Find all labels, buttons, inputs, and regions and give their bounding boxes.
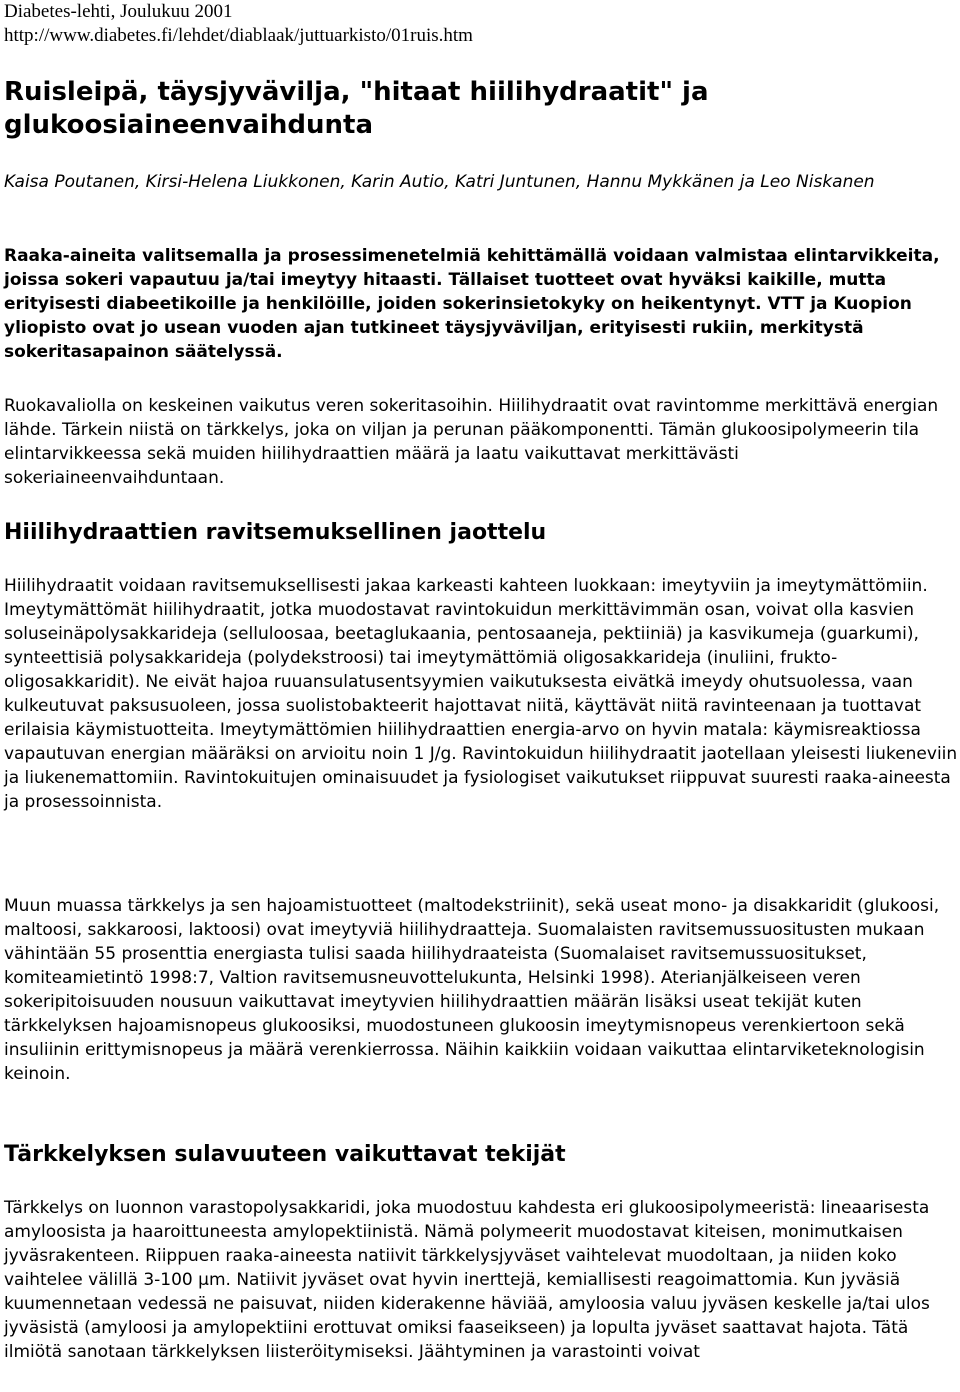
article-authors: Kaisa Poutanen, Kirsi-Helena Liukkonen, Karin Autio, Katri Juntunen, Hannu Mykkänen ja Leo Niskanen [4,172,875,192]
intro-paragraph: Ruokavaliolla on keskeinen vaikutus veren sokeritasoihin. Hiilihydraatit ovat ravintomme merkittävä energian lähde. Tärkein niistä on tärkkelys, joka on viljan ja perunan pääkomponentti. Tämän glukoosipolymeerin tila elintarvikkeessa sekä muiden hiilihydraattien määrä ja laatu vaikuttavat merkittävästi sokeriaineenvaihduntaan. [4,396,939,488]
source-publication: Diabetes-lehti, Joulukuu 2001 [4,1,233,22]
lead-paragraph: Raaka-aineita valitsemalla ja prosessimenetelmiä kehittämällä voidaan valmistaa elintarvikkeita, joissa sokeri vapautuu ja/tai imeytyy hitaasti. Tällaiset tuotteet ovat hyväksi kaikille, mutta erityisesti diabeetikoille ja henkilöille, joiden sokerinsietokyky on heikentynyt. VTT ja Kuopion yliopisto ovat jo usean vuoden ajan tutkineet täysjyväviljan, erityisesti rukiin, merkitystä sokeritasapainon säätelyssä. [4,246,940,362]
section-heading-classification: Hiilihydraattien ravitsemuksellinen jaottelu [4,520,547,545]
section2-paragraph-1: Tärkkelys on luonnon varastopolysakkaridi, joka muodostuu kahdesta eri glukoosipolymeeristä: lineaarisesta amyloosista ja haaroittuneesta amylopektiinistä. Nämä polymeerit muodostavat kiteisen, monimutkaisen jyväsrakenteen. Riippuen raaka-aineesta natiivit tärkkelysjyväset vaihtelevat muodoltaan, ja niiden koko vaihtelee välillä 3-100 µm. Natiivit jyväset ovat hyvin inerttejä, kemiallisesti reagoimattomia. Kun jyväsiä kuumennetaan vedessä ne paisuvat, niiden kiderakenne häviää, amyloosia valuu jyväsen keskelle ja/tai ulos jyväsistä (amyloosi ja amylopektiini erottuvat omiksi faaseikseen) ja lopulta jyväset saattavat hajota. Tätä ilmiötä sanotaan tärkkelyksen liisteröitymiseksi. Jäähtyminen ja varastointi voivat [4,1198,930,1362]
source-url: http://www.diabetes.fi/lehdet/diablaak/juttuarkisto/01ruis.htm [4,25,473,46]
article-title: Ruisleipä, täysjyvävilja, "hitaat hiilihydraatit" ja glukoosiaineenvaihdunta [4,77,709,140]
source-info [4,0,473,48]
section1-paragraph-2: Muun muassa tärkkelys ja sen hajoamistuotteet (maltodekstriinit), sekä useat mono- ja disakkaridit (glukoosi, maltoosi, sakkaroosi, laktoosi) ovat imeytyviä hiilihydraatteja. Suomalaisten ravitsemussuositusten mukaan vähintään 55 prosenttia energiasta tulisi saada hiilihydraateista (Suomalaiset ravitsemussuositukset, komiteamietintö 1998:7, Valtion ravitsemusneuvottelukunta, Helsinki 1998). Aterianjälkeiseen veren sokeripitoisuuden nousuun vaikuttavat imeytyvien hiilihydraattien määrän lisäksi useat tekijät kuten tärkkelyksen hajoamisnopeus glukoosiksi, muodostuneen glukoosin imeytymisnopeus verenkiertoon sekä insuliinin erittymisnopeus ja määrä verenkierrossa. Näihin kaikkiin voidaan vaikuttaa elintarviketeknologisin keinoin. [4,896,940,1084]
section-heading-starch-digestibility: Tärkkelyksen sulavuuteen vaikuttavat tekijät [4,1142,566,1167]
section1-paragraph-1: Hiilihydraatit voidaan ravitsemuksellisesti jakaa karkeasti kahteen luokkaan: imeytyviin ja imeytymättömiin. Imeytymättömät hiilihydraatit, jotka muodostavat ravintokuidun merkittävimmän osan, voivat olla kasvien soluseinäpolysakkarideja (selluloosaa, beetaglukaania, pentosaaneja, pektiiniä) ja kasvikumeja (guarkumi), synteettisiä polysakkarideja (polydekstroosi) tai imeytymättömiä oligosakkarideja (inuliini, frukto-oligosakkaridit). Ne eivät hajoa ruuansulatusentsyymien vaikutuksesta eivätkä imeydy ohutsuolessa, vaan kulkeutuvat paksusuoleen, jossa suolistobakteerit hajottavat niitä, käyttävät niitä ravinteenaan ja tuottavat erilaisia käymistuotteita. Imeytymättömien hiilihydraattien energia-arvo on hyvin matala: käymisreaktiossa vapautuvan energian määräksi on arvioitu noin 1 J/g. Ravintokuidun hiilihydraatit jaotellaan yleisesti liukeneviin ja liukenemattomiin. Ravintokuitujen ominaisuudet ja fysiologiset vaikutukset riippuvat suuresti raaka-aineesta ja prosessoinnista. [4,576,958,812]
